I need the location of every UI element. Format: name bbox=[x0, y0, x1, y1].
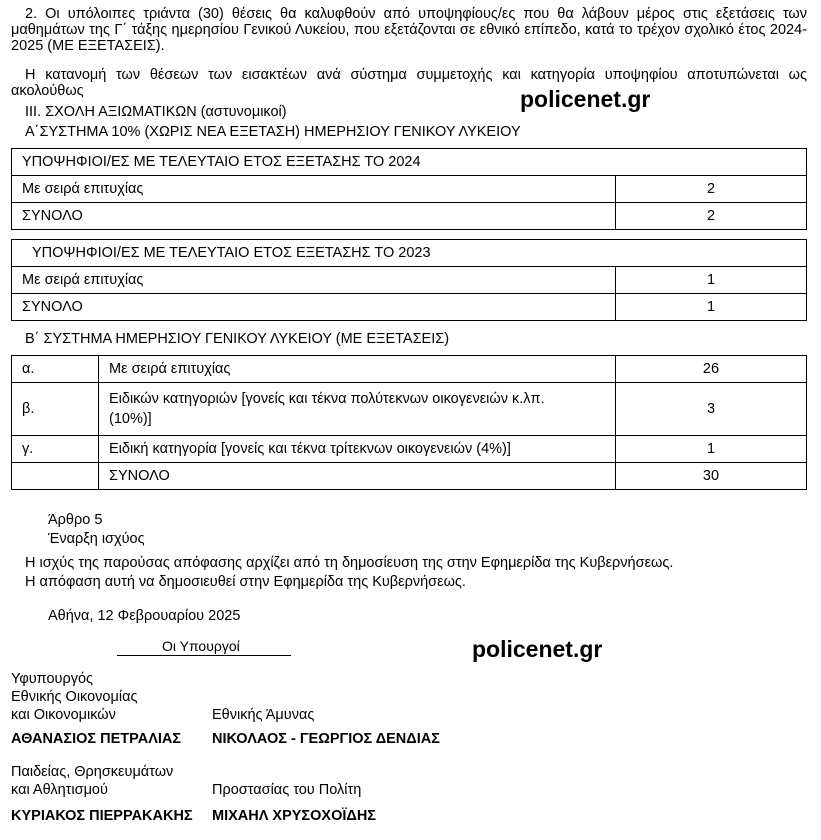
citizen-title: Προστασίας του Πολίτη bbox=[212, 782, 362, 798]
row-label bbox=[99, 383, 616, 436]
table-2024 bbox=[11, 148, 807, 230]
row-value: 3 bbox=[616, 383, 807, 436]
row-value: 1 bbox=[616, 267, 807, 294]
row-label-line-2: (10%)] bbox=[109, 411, 152, 427]
row-label: Με σειρά επιτυχίας bbox=[12, 176, 616, 203]
row-value: 1 bbox=[616, 436, 807, 463]
row-value: 1 bbox=[616, 294, 807, 321]
paragraph-2: 2. Οι υπόλοιπες τριάντα (30) θέσεις θα καλυφθούν από υποψηφίους/ες που θα λάβουν μέρος στις εξετάσεις των μαθημάτων της Γ΄ τάξης ημερησίου Γενικού Λυκείου, που εξετάζονται σε εθνικό επίπεδο, κατά το τρέχον σχολικό έτος 2024-2025 (ΜΕ ΕΞΕΤΑΣΕΙΣ). bbox=[11, 6, 807, 54]
table-2024-header: ΥΠΟΨΗΦΙΟΙ/ΕΣ ΜΕ ΤΕΛΕΥΤΑΙΟ ΕΤΟΣ ΕΞΕΤΑΣΗΣ ΤΟ 2024 bbox=[12, 149, 807, 176]
table-row bbox=[12, 436, 807, 463]
table-row bbox=[12, 383, 807, 436]
table-row bbox=[12, 176, 807, 203]
article-title: Έναρξη ισχύος bbox=[48, 531, 145, 547]
system-a-heading: Α΄ΣΥΣΤΗΜΑ 10% (ΧΩΡΙΣ ΝΕΑ ΕΞΕΤΑΣΗ) ΗΜΕΡΗΣΙΟΥ ΓΕΝΙΚΟΥ ΛΥΚΕΙΟΥ bbox=[25, 124, 521, 140]
education-title-2: και Αθλητισμού bbox=[11, 782, 108, 798]
table-system-b bbox=[11, 355, 807, 490]
article-text-2: Η απόφαση αυτή να δημοσιευθεί στην Εφημερίδα της Κυβερνήσεως. bbox=[25, 574, 466, 590]
deputy-title-2: Εθνικής Οικονομίας bbox=[11, 689, 138, 705]
education-title-1: Παιδείας, Θρησκευμάτων bbox=[11, 764, 174, 780]
citizen-name: ΜΙΧΑΗΛ ΧΡΥΣΟΧΟΪΔΗΣ bbox=[212, 808, 376, 824]
table-2023-header: ΥΠΟΨΗΦΙΟΙ/ΕΣ ΜΕ ΤΕΛΕΥΤΑΙΟ ΕΤΟΣ ΕΞΕΤΑΣΗΣ ΤΟ 2023 bbox=[12, 240, 807, 267]
table-row bbox=[12, 356, 807, 383]
table-row bbox=[12, 203, 807, 230]
table-2023 bbox=[11, 239, 807, 321]
article-number: Άρθρο 5 bbox=[48, 512, 103, 528]
row-mark: β. bbox=[12, 383, 99, 436]
row-value: 2 bbox=[616, 203, 807, 230]
table-row bbox=[12, 463, 807, 490]
table-row bbox=[12, 267, 807, 294]
table-row bbox=[12, 294, 807, 321]
system-b-heading: Β΄ ΣΥΣΤΗΜΑ ΗΜΕΡΗΣΙΟΥ ΓΕΝΙΚΟΥ ΛΥΚΕΙΟΥ (ΜΕ ΕΞΕΤΑΣΕΙΣ) bbox=[25, 331, 450, 347]
row-label: ΣΥΝΟΛΟ bbox=[12, 203, 616, 230]
row-label: ΣΥΝΟΛΟ bbox=[12, 294, 616, 321]
row-label: Με σειρά επιτυχίας bbox=[99, 356, 616, 383]
paragraph-distribution: Η κατανομή των θέσεων των εισακτέων ανά σύστημα συμμετοχής και κατηγορία υποψηφίου αποτυπώνεται ως ακολούθως bbox=[11, 67, 807, 99]
ministers-heading: Οι Υπουργοί bbox=[162, 638, 240, 654]
row-mark: γ. bbox=[12, 436, 99, 463]
watermark-top: policenet.gr bbox=[520, 86, 651, 112]
school-heading: ΙΙΙ. ΣΧΟΛΗ ΑΞΙΩΜΑΤΙΚΩΝ (αστυνομικοί) bbox=[25, 104, 287, 120]
row-value: 30 bbox=[616, 463, 807, 490]
row-value: 2 bbox=[616, 176, 807, 203]
watermark-bottom: policenet.gr bbox=[472, 636, 603, 662]
deputy-title-1: Υφυπουργός bbox=[11, 671, 94, 687]
row-label: Ειδική κατηγορία [γονείς και τέκνα τρίτεκνων οικογενειών (4%)] bbox=[99, 436, 616, 463]
row-label-line-1: Ειδικών κατηγοριών [γονείς και τέκνα πολύτεκνων οικογενειών κ.λπ. bbox=[109, 391, 545, 407]
signature-line bbox=[117, 655, 291, 656]
article-text-1: Η ισχύς της παρούσας απόφασης αρχίζει από τη δημοσίευση της στην Εφημερίδα της Κυβερνήσεως. bbox=[25, 555, 674, 571]
education-name: ΚΥΡΙΑΚΟΣ ΠΙΕΡΡΑΚΑΚΗΣ bbox=[11, 808, 193, 824]
row-mark: α. bbox=[12, 356, 99, 383]
deputy-title-3: και Οικονομικών bbox=[11, 707, 116, 723]
row-mark bbox=[12, 463, 99, 490]
defence-name: ΝΙΚΟΛΑΟΣ - ΓΕΩΡΓΙΟΣ ΔΕΝΔΙΑΣ bbox=[212, 731, 440, 747]
row-label: Με σειρά επιτυχίας bbox=[12, 267, 616, 294]
date: Αθήνα, 12 Φεβρουαρίου 2025 bbox=[48, 608, 241, 624]
row-value: 26 bbox=[616, 356, 807, 383]
row-label: ΣΥΝΟΛΟ bbox=[99, 463, 616, 490]
deputy-name: ΑΘΑΝΑΣΙΟΣ ΠΕΤΡΑΛΙΑΣ bbox=[11, 731, 182, 747]
defence-title: Εθνικής Άμυνας bbox=[212, 707, 315, 723]
